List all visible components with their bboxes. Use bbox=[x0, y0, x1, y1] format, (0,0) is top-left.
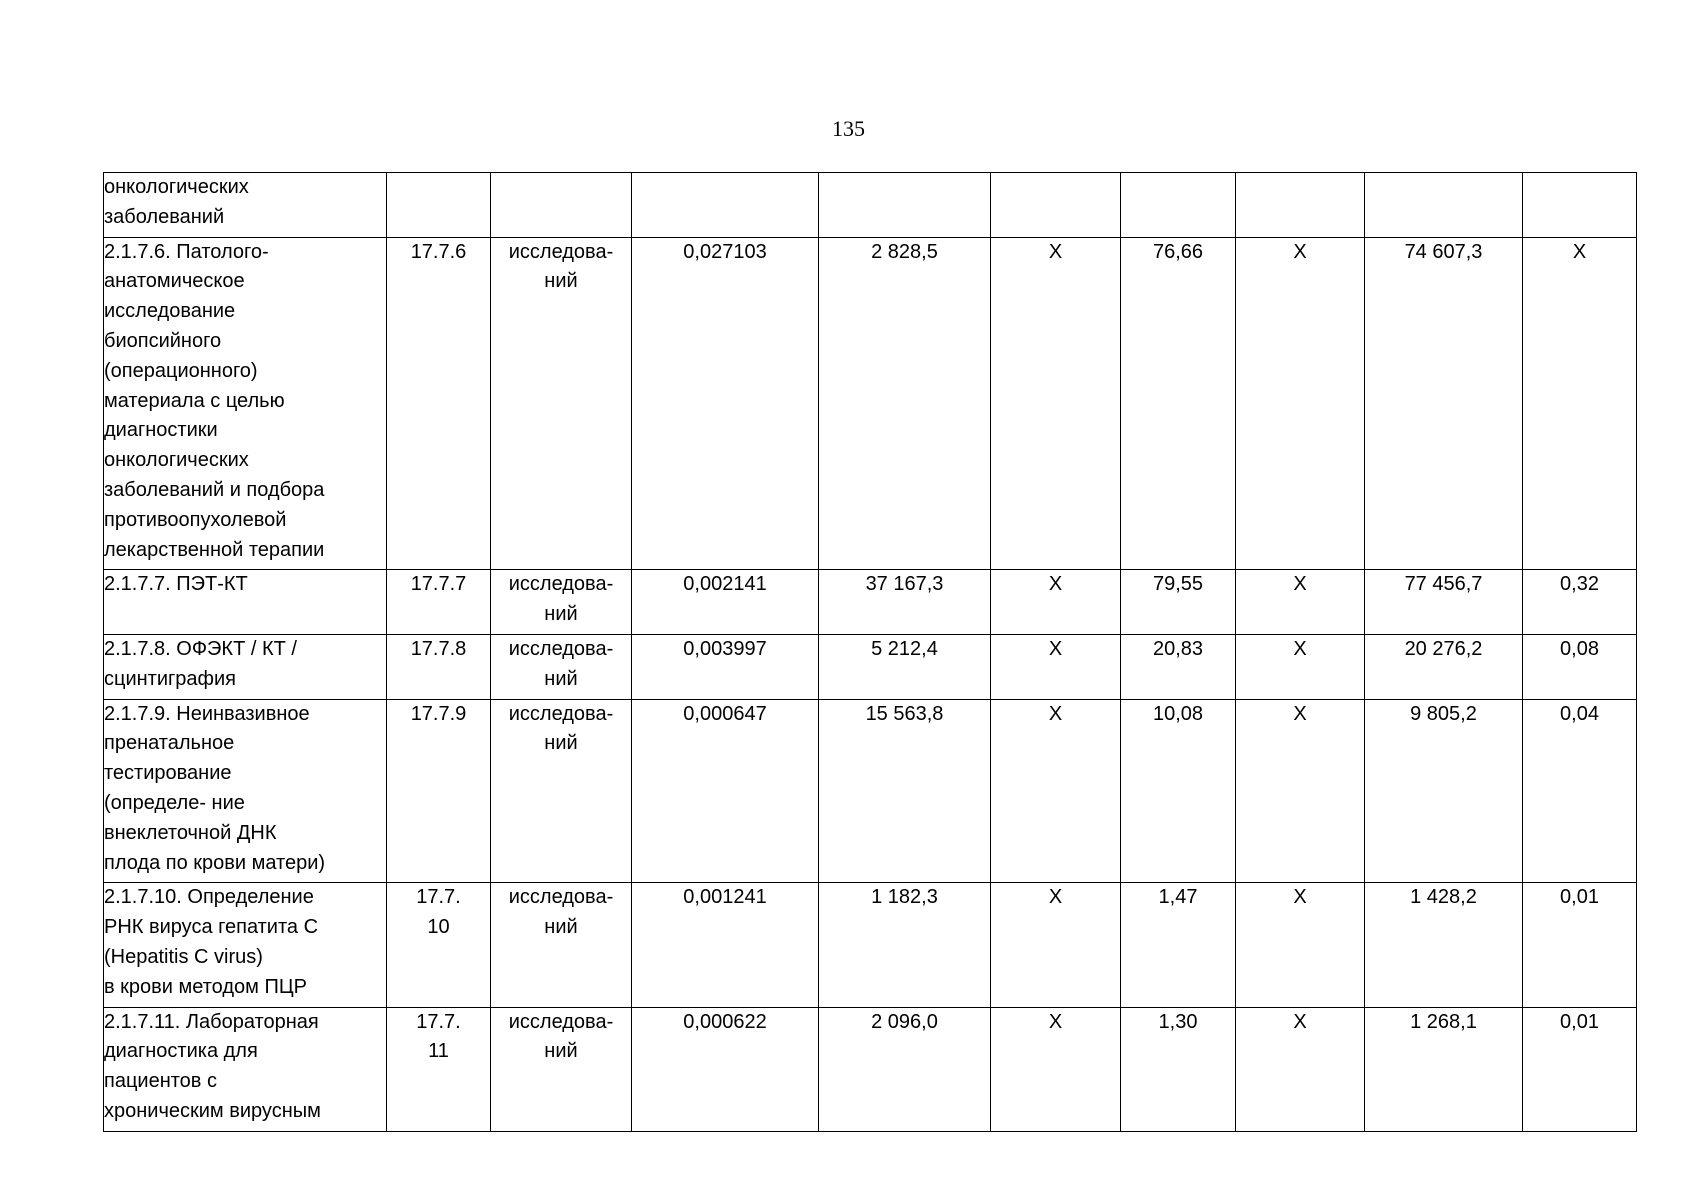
cell-unit-text: исследова- ний bbox=[508, 1010, 614, 1063]
cell-value3-text: 79,55 bbox=[1152, 573, 1204, 596]
cell-value5-text: 0,32 bbox=[1560, 573, 1599, 596]
cell-value5-text: X bbox=[1572, 240, 1587, 263]
cell-name-text: 2.1.7.6. Патолого- анатомическое исследование биопсийного (операционного) материала с целью диагностики онкологических заболеваний и подбора противоопухолевой лекарственной терапии bbox=[104, 240, 325, 561]
cell-value5-text: 0,01 bbox=[1560, 886, 1599, 909]
cell-unit bbox=[491, 1007, 632, 1131]
cell-value3 bbox=[1121, 173, 1236, 238]
cell-code bbox=[387, 237, 491, 570]
cell-value4 bbox=[1365, 237, 1523, 570]
cell-value4 bbox=[1365, 634, 1523, 699]
cell-value1-text: 0,000622 bbox=[683, 1010, 767, 1033]
cell-name bbox=[104, 570, 387, 635]
cell-value1 bbox=[632, 237, 819, 570]
cell-value2 bbox=[819, 1007, 991, 1131]
cell-value2 bbox=[819, 883, 991, 1007]
cell-col8 bbox=[1236, 570, 1365, 635]
cell-col8-text: X bbox=[1293, 240, 1307, 263]
cell-value1-text: 0,001241 bbox=[683, 886, 767, 909]
cell-name-text: 2.1.7.7. ПЭТ-КТ bbox=[104, 573, 248, 596]
cell-value2 bbox=[819, 237, 991, 570]
cell-col6-text: X bbox=[1048, 637, 1063, 660]
cell-value5 bbox=[1523, 237, 1637, 570]
cell-value3-text: 1,47 bbox=[1158, 886, 1198, 909]
cell-unit-text: исследова- ний bbox=[508, 573, 614, 626]
table-row bbox=[104, 237, 1637, 570]
cell-col6 bbox=[991, 699, 1121, 883]
cell-value4 bbox=[1365, 173, 1523, 238]
cell-name-text: 2.1.7.8. ОФЭКТ / КТ / сцинтиграфия bbox=[104, 637, 297, 690]
cell-code-text: 17.7.8 bbox=[410, 637, 467, 660]
cell-col6 bbox=[991, 237, 1121, 570]
cell-value4-text: 74 607,3 bbox=[1404, 240, 1483, 263]
cell-value2 bbox=[819, 173, 991, 238]
cell-col6-text: X bbox=[1048, 573, 1063, 596]
cell-value5-text: 0,08 bbox=[1560, 637, 1599, 660]
cell-value4 bbox=[1365, 883, 1523, 1007]
cell-unit bbox=[491, 883, 632, 1007]
cell-value1 bbox=[632, 634, 819, 699]
cell-value4-text: 1 428,2 bbox=[1410, 886, 1477, 909]
cell-value4-text: 20 276,2 bbox=[1404, 637, 1483, 660]
cell-col8 bbox=[1236, 173, 1365, 238]
cell-col6 bbox=[991, 883, 1121, 1007]
cell-unit bbox=[491, 570, 632, 635]
cell-value1-text: 0,003997 bbox=[683, 637, 767, 660]
cell-col8-text: X bbox=[1293, 637, 1307, 660]
cell-value1 bbox=[632, 173, 819, 238]
cell-value5-text: 0,04 bbox=[1560, 702, 1599, 725]
cell-value2-text: 37 167,3 bbox=[865, 573, 944, 596]
cell-value1 bbox=[632, 1007, 819, 1131]
cell-value5 bbox=[1523, 570, 1637, 635]
cell-unit bbox=[491, 699, 632, 883]
cell-unit bbox=[491, 634, 632, 699]
cell-code-text: 17.7.7 bbox=[410, 573, 467, 596]
cell-name bbox=[104, 883, 387, 1007]
cell-col6-text: X bbox=[1048, 702, 1063, 725]
cell-col6-text: X bbox=[1048, 886, 1063, 909]
table-row bbox=[104, 634, 1637, 699]
table-row bbox=[104, 1007, 1637, 1131]
cell-col8 bbox=[1236, 699, 1365, 883]
cell-name bbox=[104, 634, 387, 699]
cell-value2-text: 1 182,3 bbox=[871, 886, 938, 909]
cell-value4 bbox=[1365, 570, 1523, 635]
cell-value3-text: 20,83 bbox=[1152, 637, 1204, 660]
cell-col6-text: X bbox=[1048, 1010, 1063, 1033]
cell-col8 bbox=[1236, 237, 1365, 570]
cell-value5-text: 0,01 bbox=[1560, 1010, 1599, 1033]
cell-value3-text: 10,08 bbox=[1152, 702, 1204, 725]
cell-code bbox=[387, 634, 491, 699]
cell-value4-text: 1 268,1 bbox=[1410, 1010, 1477, 1033]
cell-value3 bbox=[1121, 634, 1236, 699]
cell-code-text: 17.7. 10 bbox=[416, 886, 461, 939]
cell-value2 bbox=[819, 634, 991, 699]
cell-name bbox=[104, 173, 387, 238]
cell-value2 bbox=[819, 699, 991, 883]
cell-value5 bbox=[1523, 1007, 1637, 1131]
cell-value3 bbox=[1121, 570, 1236, 635]
cell-name-text: 2.1.7.11. Лабораторная диагностика для пациентов с хроническим вирусным bbox=[104, 1010, 321, 1122]
cell-unit bbox=[491, 173, 632, 238]
cell-col6 bbox=[991, 173, 1121, 238]
cell-col8 bbox=[1236, 634, 1365, 699]
cell-code bbox=[387, 1007, 491, 1131]
cell-col8-text: X bbox=[1293, 573, 1307, 596]
cell-unit-text: исследова- ний bbox=[508, 886, 614, 939]
table-row bbox=[104, 570, 1637, 635]
cell-code-text: 17.7.6 bbox=[410, 240, 467, 263]
cell-code bbox=[387, 173, 491, 238]
cell-col8 bbox=[1236, 883, 1365, 1007]
cell-unit-text: исследова- ний bbox=[508, 702, 614, 755]
cell-col8 bbox=[1236, 1007, 1365, 1131]
cell-name-text: 2.1.7.10. Определение РНК вируса гепатита С (Hepatitis С virus) в крови методом ПЦР bbox=[104, 886, 319, 998]
cell-value4 bbox=[1365, 699, 1523, 883]
cell-value1-text: 0,002141 bbox=[683, 573, 767, 596]
cell-value2-text: 2 096,0 bbox=[871, 1010, 938, 1033]
cell-col6 bbox=[991, 634, 1121, 699]
cell-value4-text: 77 456,7 bbox=[1404, 573, 1483, 596]
cell-code-text: 17.7.9 bbox=[410, 702, 467, 725]
cell-value2-text: 2 828,5 bbox=[871, 240, 938, 263]
cell-col8-text: X bbox=[1293, 702, 1307, 725]
cell-value2 bbox=[819, 570, 991, 635]
cell-value5 bbox=[1523, 883, 1637, 1007]
table-row bbox=[104, 699, 1637, 883]
cell-col8-text: X bbox=[1293, 1010, 1307, 1033]
cell-value4 bbox=[1365, 1007, 1523, 1131]
cell-value2-text: 5 212,4 bbox=[871, 637, 938, 660]
cell-code bbox=[387, 883, 491, 1007]
cell-value3 bbox=[1121, 883, 1236, 1007]
cell-value1 bbox=[632, 699, 819, 883]
cell-value4-text: 9 805,2 bbox=[1410, 702, 1477, 725]
cell-col6-text: X bbox=[1048, 240, 1063, 263]
cell-name bbox=[104, 1007, 387, 1131]
cell-value3-text: 76,66 bbox=[1152, 240, 1204, 263]
cell-value2-text: 15 563,8 bbox=[865, 702, 944, 725]
cell-name bbox=[104, 699, 387, 883]
cell-value3 bbox=[1121, 699, 1236, 883]
tariff-table bbox=[103, 172, 1637, 1132]
cell-col8-text: X bbox=[1293, 886, 1307, 909]
table-row bbox=[104, 883, 1637, 1007]
cell-value3 bbox=[1121, 1007, 1236, 1131]
table-body bbox=[104, 173, 1637, 1132]
cell-value1-text: 0,000647 bbox=[683, 702, 767, 725]
page-number: 135 bbox=[832, 116, 865, 141]
cell-code bbox=[387, 570, 491, 635]
cell-name-text: онкологических заболеваний bbox=[104, 176, 249, 228]
cell-col6 bbox=[991, 570, 1121, 635]
cell-value3-text: 1,30 bbox=[1158, 1010, 1198, 1033]
cell-value1 bbox=[632, 883, 819, 1007]
cell-value3 bbox=[1121, 237, 1236, 570]
cell-code bbox=[387, 699, 491, 883]
cell-unit-text: исследова- ний bbox=[508, 637, 614, 690]
cell-value5 bbox=[1523, 699, 1637, 883]
cell-value5 bbox=[1523, 634, 1637, 699]
table-row bbox=[104, 173, 1637, 238]
cell-col6 bbox=[991, 1007, 1121, 1131]
cell-name bbox=[104, 237, 387, 570]
cell-code-text: 17.7. 11 bbox=[416, 1010, 461, 1063]
cell-value1-text: 0,027103 bbox=[683, 240, 767, 263]
cell-value1 bbox=[632, 570, 819, 635]
cell-unit-text: исследова- ний bbox=[508, 240, 614, 293]
cell-value5 bbox=[1523, 173, 1637, 238]
cell-name-text: 2.1.7.9. Неинвазивное пренатальное тестирование (определе- ние внеклеточной ДНК плода по крови матери) bbox=[104, 702, 326, 874]
cell-unit bbox=[491, 237, 632, 570]
